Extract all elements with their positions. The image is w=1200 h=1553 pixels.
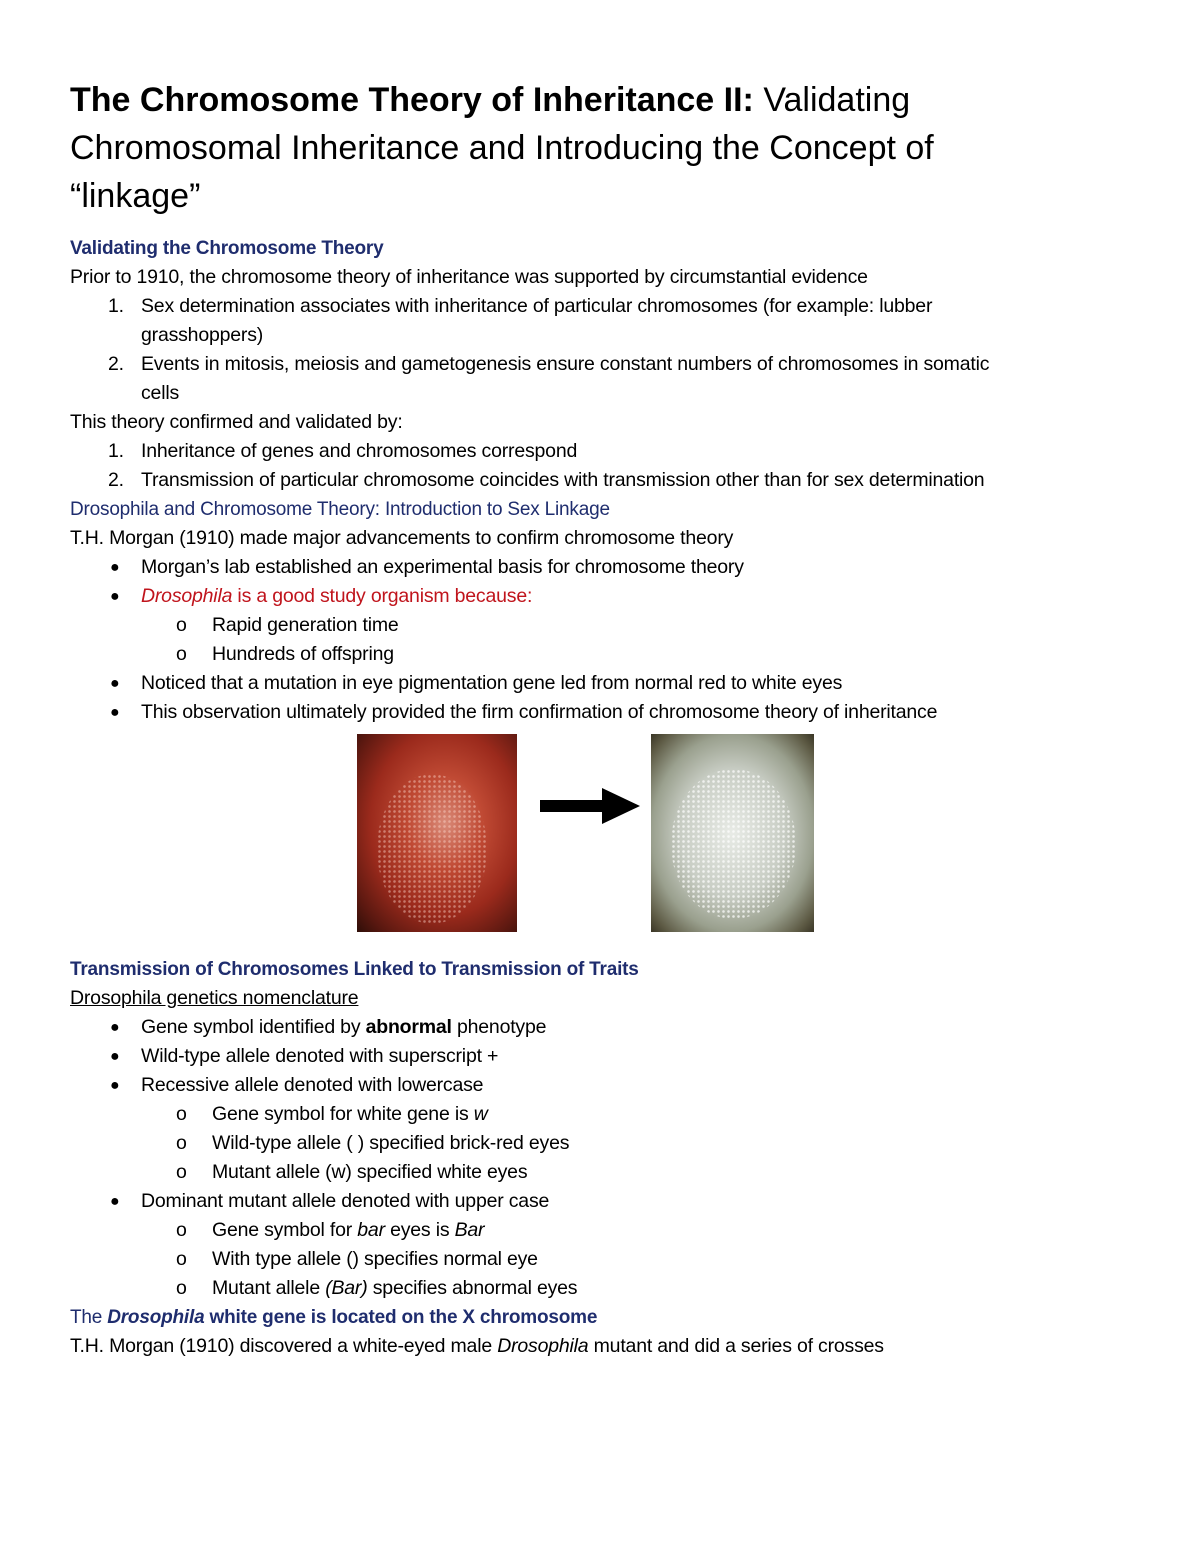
list-item: ● Noticed that a mutation in eye pigmentation gene led from normal red to white eyes — [110, 672, 843, 694]
white-eye-photo — [651, 734, 814, 932]
nomenclature-heading: Drosophila genetics nomenclature — [70, 987, 359, 1009]
heading-transmission: Transmission of Chromosomes Linked to Transmission of Traits — [70, 959, 639, 980]
list-item: o Gene symbol for white gene is w — [176, 1103, 488, 1125]
title-line3: “linkage” — [70, 177, 201, 215]
list-item: 1. Sex determination associates with inheritance of particular chromosomes (for example: lubber grasshoppers) — [108, 295, 933, 346]
list-item: o Gene symbol for bar eyes is Bar — [176, 1219, 485, 1241]
list-item: o Wild-type allele ( ) specified brick-red eyes — [176, 1132, 570, 1154]
list-item: o Mutant allele (w) specified white eyes — [176, 1161, 528, 1183]
list-item: ● This observation ultimately provided the firm confirmation of chromosome theory of inheritance — [110, 701, 938, 723]
arrow-right-icon — [540, 786, 640, 826]
list-item: ● Dominant mutant allele denoted with upper case — [110, 1190, 550, 1212]
heading-validating: Validating the Chromosome Theory — [70, 238, 384, 259]
list-item: o Hundreds of offspring — [176, 643, 394, 665]
list-item: 1. Inheritance of genes and chromosomes correspond — [108, 440, 578, 462]
title-rest: Validating — [763, 81, 911, 119]
red-eye-photo — [357, 734, 517, 932]
title-line2: Chromosomal Inheritance and Introducing the Concept of — [70, 129, 934, 167]
heading-x-chromosome: The Drosophila white gene is located on the X chromosome — [70, 1307, 598, 1328]
confirm-paragraph: This theory confirmed and validated by: — [70, 411, 403, 433]
white-eyed-paragraph: T.H. Morgan (1910) discovered a white-eyed male Drosophila mutant and did a series of crosses — [70, 1335, 884, 1357]
list-item: ● Gene symbol identified by abnormal phenotype — [110, 1016, 547, 1038]
list-item: 2. Transmission of particular chromosome coincides with transmission other than for sex determination — [108, 469, 985, 491]
list-item: o Mutant allele (Bar) specifies abnormal eyes — [176, 1277, 578, 1299]
list-item: o Rapid generation time — [176, 614, 399, 636]
document-content — [70, 76, 1130, 1361]
title-bold: The Chromosome Theory of Inheritance II: — [70, 81, 754, 119]
intro-paragraph: Prior to 1910, the chromosome theory of inheritance was supported by circumstantial evidence — [70, 266, 868, 288]
morgan-paragraph: T.H. Morgan (1910) made major advancements to confirm chromosome theory — [70, 527, 734, 549]
list-item: o With type allele () specifies normal eye — [176, 1248, 538, 1270]
list-item: 2. Events in mitosis, meiosis and gametogenesis ensure constant numbers of chromosomes in somatic cells — [108, 353, 990, 404]
heading-sex-linkage: Drosophila and Chromosome Theory: Introduction to Sex Linkage — [70, 499, 610, 520]
page-title — [70, 76, 1130, 220]
eye-comparison-figure — [70, 731, 1130, 945]
list-item: ● Recessive allele denoted with lowercase — [110, 1074, 484, 1096]
list-item: ● Drosophila is a good study organism because: — [110, 585, 533, 607]
list-item: ● Morgan’s lab established an experimental basis for chromosome theory — [110, 556, 744, 578]
list-item: ● Wild-type allele denoted with superscript + — [110, 1045, 499, 1067]
